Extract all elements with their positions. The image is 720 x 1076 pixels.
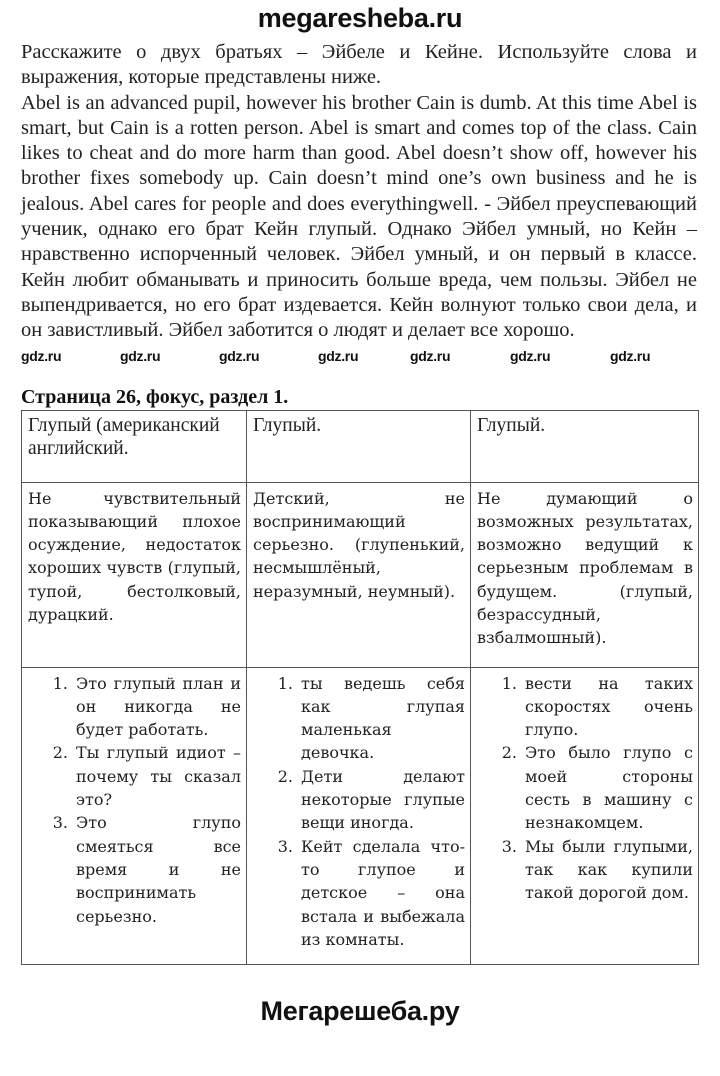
watermark: gdz.ru [219, 347, 260, 364]
example-item [28, 672, 241, 742]
example-item [28, 741, 241, 811]
watermark-band [0, 344, 720, 384]
example-text: Ты глупый идиот – почему ты сказал это? [76, 743, 241, 810]
table-cell-examples [22, 667, 247, 964]
example-item [28, 811, 241, 927]
table-cell-heading: Глупый. [471, 410, 699, 482]
example-number: 2. [277, 766, 293, 786]
task-prompt: Расскажите о двух братьях – Эйбеле и Кейне. Используйте слова и выражения, которые представлены ниже. [21, 41, 697, 89]
example-text: Это было глупо с моей стороны сесть в машину с незнакомцем. [525, 743, 693, 833]
task-answer: Abel is an advanced pupil, however his brother Cain is dumb. At this time Abel is smart, but Cain is a rotten person. Abel is smart and comes top of the class. Cain likes to cheat and do more harm than good. Abel doesn’t show off, however his brother fixes somebody up. Cain doesn’t mind one’s own business and he is jealous. Abel cares for people and does everythingwell. - Эйбел преуспевающий ученик, однако его брат Кейн глупый. Однако Эйбел умный, но Кейн – нравственно испорченный человек. Эйбел умный, и он первый в классе. Кейн любит обманывать и приносить больше вреда, чем пользы. Эйбел не выпендривается, но его брат издевается. Кейн волнуют только свои дела, и он завистливый. Эйбел заботится о людят и делает все хорошо. [21, 91, 697, 342]
table-cell-examples [471, 667, 699, 964]
example-text: ты ведешь себя как глупая маленькая девочка. [301, 673, 465, 763]
example-text: вести на таких скоростях очень глупо. [525, 673, 693, 740]
example-text: Мы были глупыми, так как купили такой дорогой дом. [525, 836, 693, 903]
watermark: gdz.ru [410, 347, 451, 364]
example-text: Это глупый план и он никогда не будет работать. [76, 673, 241, 740]
example-item [253, 672, 465, 765]
section-title: Страница 26, фокус, раздел 1. [21, 385, 289, 408]
table-cell-definition: Не думающий о возможных результатах, возможно ведущий к серьезным проблемам в будущем. (глупый, безрассудный, взбалмошный). [471, 482, 699, 667]
example-item [477, 835, 693, 905]
example-text: Дети делают некоторые глупые вещи иногда. [301, 766, 465, 833]
site-footer-logo: Мегарешеба.ру [260, 995, 460, 1026]
example-item [477, 672, 693, 742]
table-cell-examples [247, 667, 471, 964]
example-text: Кейт сделала что-то глупое и детское – она встала и выбежала из комнаты. [301, 836, 465, 949]
example-number: 1. [277, 673, 293, 693]
watermark: gdz.ru [120, 347, 161, 364]
example-number: 2. [501, 743, 517, 763]
example-number: 2. [52, 743, 68, 763]
watermark: gdz.ru [610, 347, 651, 364]
watermark: gdz.ru [318, 347, 359, 364]
site-header-logo: megaresheba.ru [257, 3, 463, 33]
examples-list [28, 672, 241, 928]
table-cell-definition: Не чувствительный показывающий плохое осуждение, недостаток хороших чувств (глупый, тупой, бестолковый, дурацкий. [22, 482, 247, 667]
example-number: 1. [52, 673, 68, 693]
example-number: 3. [501, 836, 517, 856]
table-row-headings [22, 410, 699, 482]
examples-list [253, 672, 465, 952]
watermark: gdz.ru [21, 347, 62, 364]
example-item [253, 765, 465, 835]
table-row-examples [22, 667, 699, 964]
examples-list [477, 672, 693, 905]
table-cell-definition: Детский, не воспринимающий серьезно. (глупенький, несмышлёный, неразумный, неумный). [247, 482, 471, 667]
table-cell-heading: Глупый. [247, 410, 471, 482]
example-item [253, 835, 465, 951]
example-text: Это глупо смеяться все время и не воспринимать серьезно. [76, 813, 241, 926]
task-text [21, 40, 697, 344]
example-number: 3. [52, 813, 68, 833]
table-cell-heading: Глупый (американский английский. [22, 410, 247, 482]
example-item [477, 741, 693, 834]
vocabulary-table [21, 410, 699, 965]
example-number: 3. [277, 836, 293, 856]
watermark: gdz.ru [510, 347, 551, 364]
table-row-definitions [22, 482, 699, 667]
example-number: 1. [501, 673, 517, 693]
